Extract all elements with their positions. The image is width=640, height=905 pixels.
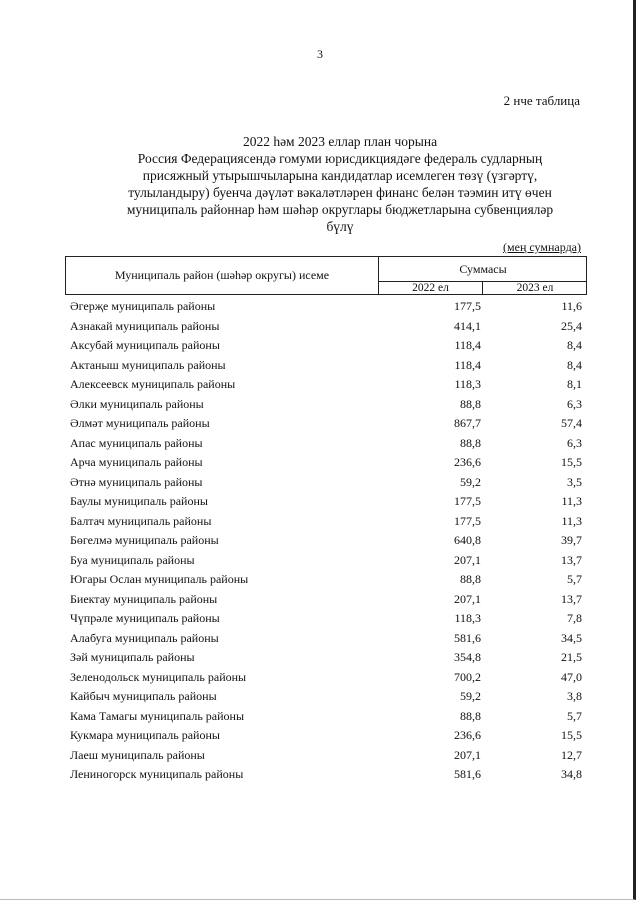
table-row xyxy=(65,764,587,784)
value-2022: 581,6 xyxy=(454,767,481,781)
district-name: Кайбыч муниципаль районы xyxy=(70,689,217,703)
district-name: Зеленодольск муниципаль районы xyxy=(70,669,247,684)
district-name: Кама Тамагы муниципаль районы xyxy=(70,708,245,723)
table-row xyxy=(65,374,587,394)
table-label: 2 нче таблица xyxy=(503,93,580,108)
district-name: Зәй муниципаль районы xyxy=(70,650,195,664)
value-2022: 867,7 xyxy=(454,416,481,430)
table-row xyxy=(65,706,587,726)
table-row xyxy=(65,628,587,648)
title-line: присяжный утырышчыларына кандидатлар исемлеген төзү (үзгәртү, xyxy=(142,168,538,183)
table-body xyxy=(65,296,587,784)
value-2023: 3,8 xyxy=(567,689,582,703)
district-name: Арча муниципаль районы xyxy=(70,455,203,469)
value-2022: 88,8 xyxy=(460,435,481,450)
value-2022: 118,3 xyxy=(454,377,481,391)
table-row xyxy=(65,335,587,355)
title-line: 2022 һәм 2023 еллар план чорына xyxy=(242,134,438,149)
table-row xyxy=(65,433,587,453)
table-row xyxy=(65,413,587,433)
value-2023: 13,7 xyxy=(561,552,582,567)
value-2022: 581,6 xyxy=(454,630,481,645)
value-2022: 59,2 xyxy=(460,474,481,489)
title-line: Россия Федерациясендә гомуми юрисдикциядәге федераль судларның xyxy=(137,151,543,166)
value-2023: 11,6 xyxy=(561,299,582,313)
district-name: Лаеш муниципаль районы xyxy=(70,747,205,762)
value-2023: 39,7 xyxy=(561,533,582,547)
value-2023: 11,3 xyxy=(561,513,582,528)
value-2022: 177,5 xyxy=(454,494,481,508)
table-row xyxy=(65,316,587,336)
district-name: Әгерҗе муниципаль районы xyxy=(70,299,216,313)
table-row xyxy=(65,550,587,570)
table-row xyxy=(65,589,587,609)
value-2023: 21,5 xyxy=(561,650,582,664)
value-2023: 15,5 xyxy=(561,455,582,469)
district-name: Югары Ослан муниципаль районы xyxy=(70,572,249,586)
table-row xyxy=(65,569,587,589)
district-name: Аксубай муниципаль районы xyxy=(70,338,220,352)
value-2023: 47,0 xyxy=(561,669,582,684)
value-2023: 12,7 xyxy=(561,747,582,762)
header-year-2023: 2023 ел xyxy=(516,282,554,294)
district-name: Баулы муниципаль районы xyxy=(70,494,208,508)
table-header xyxy=(65,256,587,295)
value-2023: 5,7 xyxy=(567,572,582,586)
value-2023: 8,1 xyxy=(567,377,582,391)
value-2023: 3,5 xyxy=(567,474,582,489)
district-name: Балтач муниципаль районы xyxy=(70,513,212,528)
table-row xyxy=(65,511,587,531)
table-row xyxy=(65,667,587,687)
table-row xyxy=(65,647,587,667)
table-row xyxy=(65,394,587,414)
value-2023: 8,4 xyxy=(567,357,582,372)
value-2023: 15,5 xyxy=(561,728,582,742)
value-2023: 7,8 xyxy=(567,611,582,625)
value-2022: 207,1 xyxy=(454,552,481,567)
district-name: Апас муниципаль районы xyxy=(70,435,203,450)
table-row xyxy=(65,530,587,550)
table-row xyxy=(65,452,587,472)
value-2022: 177,5 xyxy=(454,513,481,528)
value-2023: 13,7 xyxy=(561,591,582,606)
value-2022: 207,1 xyxy=(454,747,481,762)
table-row xyxy=(65,686,587,706)
value-2022: 118,4 xyxy=(454,357,481,372)
district-name: Биектау муниципаль районы xyxy=(70,591,218,606)
district-name: Әтнә муниципаль районы xyxy=(70,474,203,489)
header-year-2022: 2022 ел xyxy=(379,282,483,294)
district-name: Актаныш муниципаль районы xyxy=(70,357,226,372)
value-2022: 354,8 xyxy=(454,650,481,664)
district-name: Чүпрәле муниципаль районы xyxy=(70,611,220,625)
title-line: тулыландыру) буенча дәүләт вәкаләтләрен финанс белән тәэмин итү өчен xyxy=(128,185,552,200)
table-row xyxy=(65,608,587,628)
district-name: Әлки муниципаль районы xyxy=(70,396,204,411)
district-name: Алексеевск муниципаль районы xyxy=(70,377,236,391)
value-2022: 88,8 xyxy=(460,572,481,586)
header-name-column: Муниципаль район (шәһәр округы) исеме xyxy=(114,268,330,282)
value-2022: 118,3 xyxy=(454,611,481,625)
value-2023: 34,5 xyxy=(561,630,582,645)
value-2022: 118,4 xyxy=(454,338,481,352)
district-name: Кукмара муниципаль районы xyxy=(70,728,220,742)
value-2022: 236,6 xyxy=(454,728,481,742)
table-row xyxy=(65,296,587,316)
district-name: Алабуга муниципаль районы xyxy=(70,630,219,645)
value-2023: 34,8 xyxy=(561,767,582,781)
table-row xyxy=(65,472,587,492)
value-2022: 59,2 xyxy=(460,689,481,703)
district-name: Лениногорск муниципаль районы xyxy=(70,767,244,781)
value-2023: 25,4 xyxy=(561,318,582,333)
district-name: Әлмәт муниципаль районы xyxy=(70,416,210,430)
value-2022: 207,1 xyxy=(454,591,481,606)
value-2023: 6,3 xyxy=(567,396,582,411)
title-line: муниципаль районнар һәм шәһәр округлары бюджетларына субвенцияләр xyxy=(126,202,554,217)
district-name: Буа муниципаль районы xyxy=(70,552,195,567)
header-sums-group xyxy=(378,257,587,294)
value-2022: 700,2 xyxy=(454,669,481,684)
table-row xyxy=(65,491,587,511)
district-name: Азнакай муниципаль районы xyxy=(70,318,220,333)
value-2022: 236,6 xyxy=(454,455,481,469)
page-number: 3 xyxy=(317,47,323,61)
value-2022: 640,8 xyxy=(454,533,481,547)
header-sums-label: Суммасы xyxy=(379,257,587,282)
value-2023: 11,3 xyxy=(561,494,582,508)
value-2022: 88,8 xyxy=(460,396,481,411)
value-2022: 88,8 xyxy=(460,708,481,723)
district-name: Бөгелмә муниципаль районы xyxy=(70,533,219,547)
value-2023: 8,4 xyxy=(567,338,582,352)
value-2022: 414,1 xyxy=(454,318,481,333)
document-title xyxy=(90,133,590,235)
units-note: (мең сумнарда) xyxy=(503,240,581,254)
value-2023: 6,3 xyxy=(567,435,582,450)
table-row xyxy=(65,745,587,765)
table-row xyxy=(65,725,587,745)
value-2023: 57,4 xyxy=(561,416,582,430)
table-row xyxy=(65,355,587,375)
value-2022: 177,5 xyxy=(454,299,481,313)
title-line: бүлү xyxy=(326,219,354,234)
value-2023: 5,7 xyxy=(567,708,582,723)
